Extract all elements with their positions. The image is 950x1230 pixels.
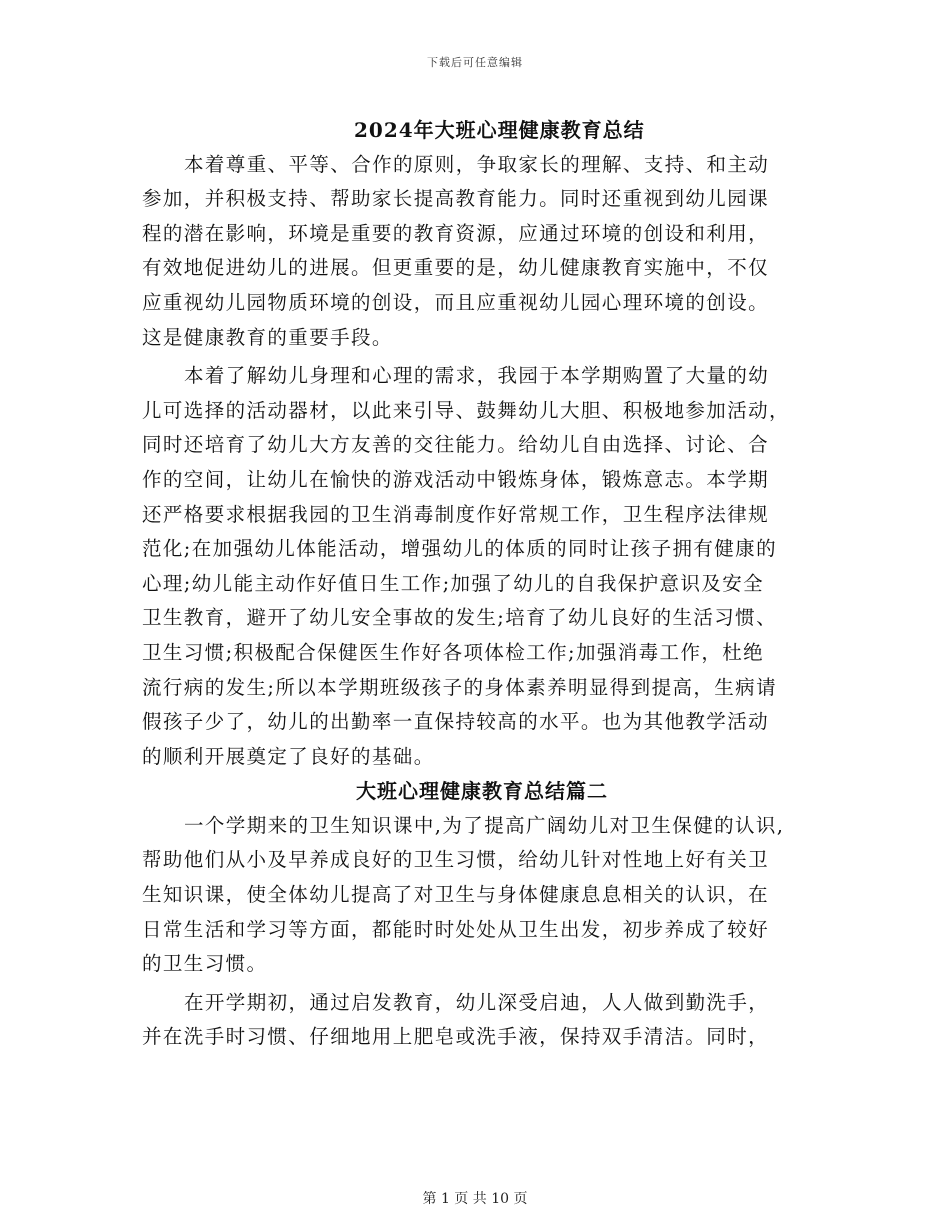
page-header-note: 下载后可任意编辑 (427, 56, 523, 69)
paragraph-line: 儿可选择的活动器材，以此来引导、鼓舞幼儿大胆、积极地参加活动， (142, 398, 790, 422)
paragraph-line: 日常生活和学习等方面，都能时时处处从卫生出发，初步养成了较好 (142, 917, 770, 941)
paragraph-1 (142, 148, 822, 356)
paragraph-line: 的顺利开展奠定了良好的基础。 (142, 744, 435, 768)
paragraph-line: 参加，并积极支持、帮助家长提高教育能力。同时还重视到幼儿园课 (142, 187, 770, 211)
document-title: 2024年大班心理健康教育总结 (354, 118, 645, 142)
paragraph-line: 在开学期初，通过启发教育，幼儿深受启迪，人人做到勤洗手， (184, 990, 770, 1014)
paragraph-line: 假孩子少了，幼儿的出勤率一直保持较高的水平。也为其他教学活动 (142, 710, 770, 734)
paragraph-line: 卫生习惯;积极配合保健医生作好各项体检工作;加强消毒工作，杜绝 (142, 640, 765, 664)
paragraph-line: 卫生教育，避开了幼儿安全事故的发生;培育了幼儿良好的生活习惯、 (142, 606, 777, 630)
paragraph-line: 的卫生习惯。 (142, 952, 268, 976)
paragraph-line: 同时还培育了幼儿大方友善的交往能力。给幼儿自由选择、讨论、合 (142, 433, 770, 457)
paragraph-line: 这是健康教育的重要手段。 (142, 325, 393, 349)
paragraph-line: 帮助他们从小及早养成良好的卫生习惯，给幼儿针对性地上好有关卫 (142, 848, 770, 872)
paragraph-3 (142, 809, 822, 982)
page-number: 第 1 页 共 10 页 (422, 1191, 528, 1207)
paragraph-line: 本着尊重、平等、合作的原则，争取家长的理解、支持、和主动 (184, 152, 770, 176)
paragraph-4 (142, 986, 822, 1055)
paragraph-line: 有效地促进幼儿的进展。但更重要的是，幼儿健康教育实施中，不仅 (142, 256, 770, 280)
paragraph-line: 还严格要求根据我园的卫生消毒制度作好常规工作，卫生程序法律规 (142, 502, 770, 526)
paragraph-line: 范化;在加强幼儿体能活动，增强幼儿的体质的同时让孩子拥有健康的 (142, 537, 777, 561)
paragraph-line: 作的空间，让幼儿在愉快的游戏活动中锻炼身体，锻炼意志。本学期 (142, 467, 770, 491)
paragraph-line: 一个学期来的卫生知识课中,为了提高广阔幼儿对卫生保健的认识, (184, 813, 785, 837)
section-title: 大班心理健康教育总结篇二 (356, 779, 608, 804)
paragraph-2 (142, 359, 822, 774)
paragraph-line: 流行病的发生;所以本学期班级孩子的身体素养明显得到提高，生病请 (142, 675, 777, 699)
paragraph-line: 生知识课，使全体幼儿提高了对卫生与身体健康息息相关的认识，在 (142, 883, 770, 907)
paragraph-line: 心理;幼儿能主动作好值日生工作;加强了幼儿的自我保护意识及安全 (142, 571, 765, 595)
paragraph-line: 本着了解幼儿身理和心理的需求，我园于本学期购置了大量的幼 (184, 364, 770, 388)
paragraph-line: 应重视幼儿园物质环境的创设，而且应重视幼儿园心理环境的创设。 (142, 290, 770, 314)
document-body (142, 113, 822, 1055)
paragraph-line: 并在洗手时习惯、仔细地用上肥皂或洗手液，保持双手清洁。同时， (142, 1025, 770, 1049)
paragraph-line: 程的潜在影响，环境是重要的教育资源，应通过环境的创设和利用， (142, 221, 770, 245)
